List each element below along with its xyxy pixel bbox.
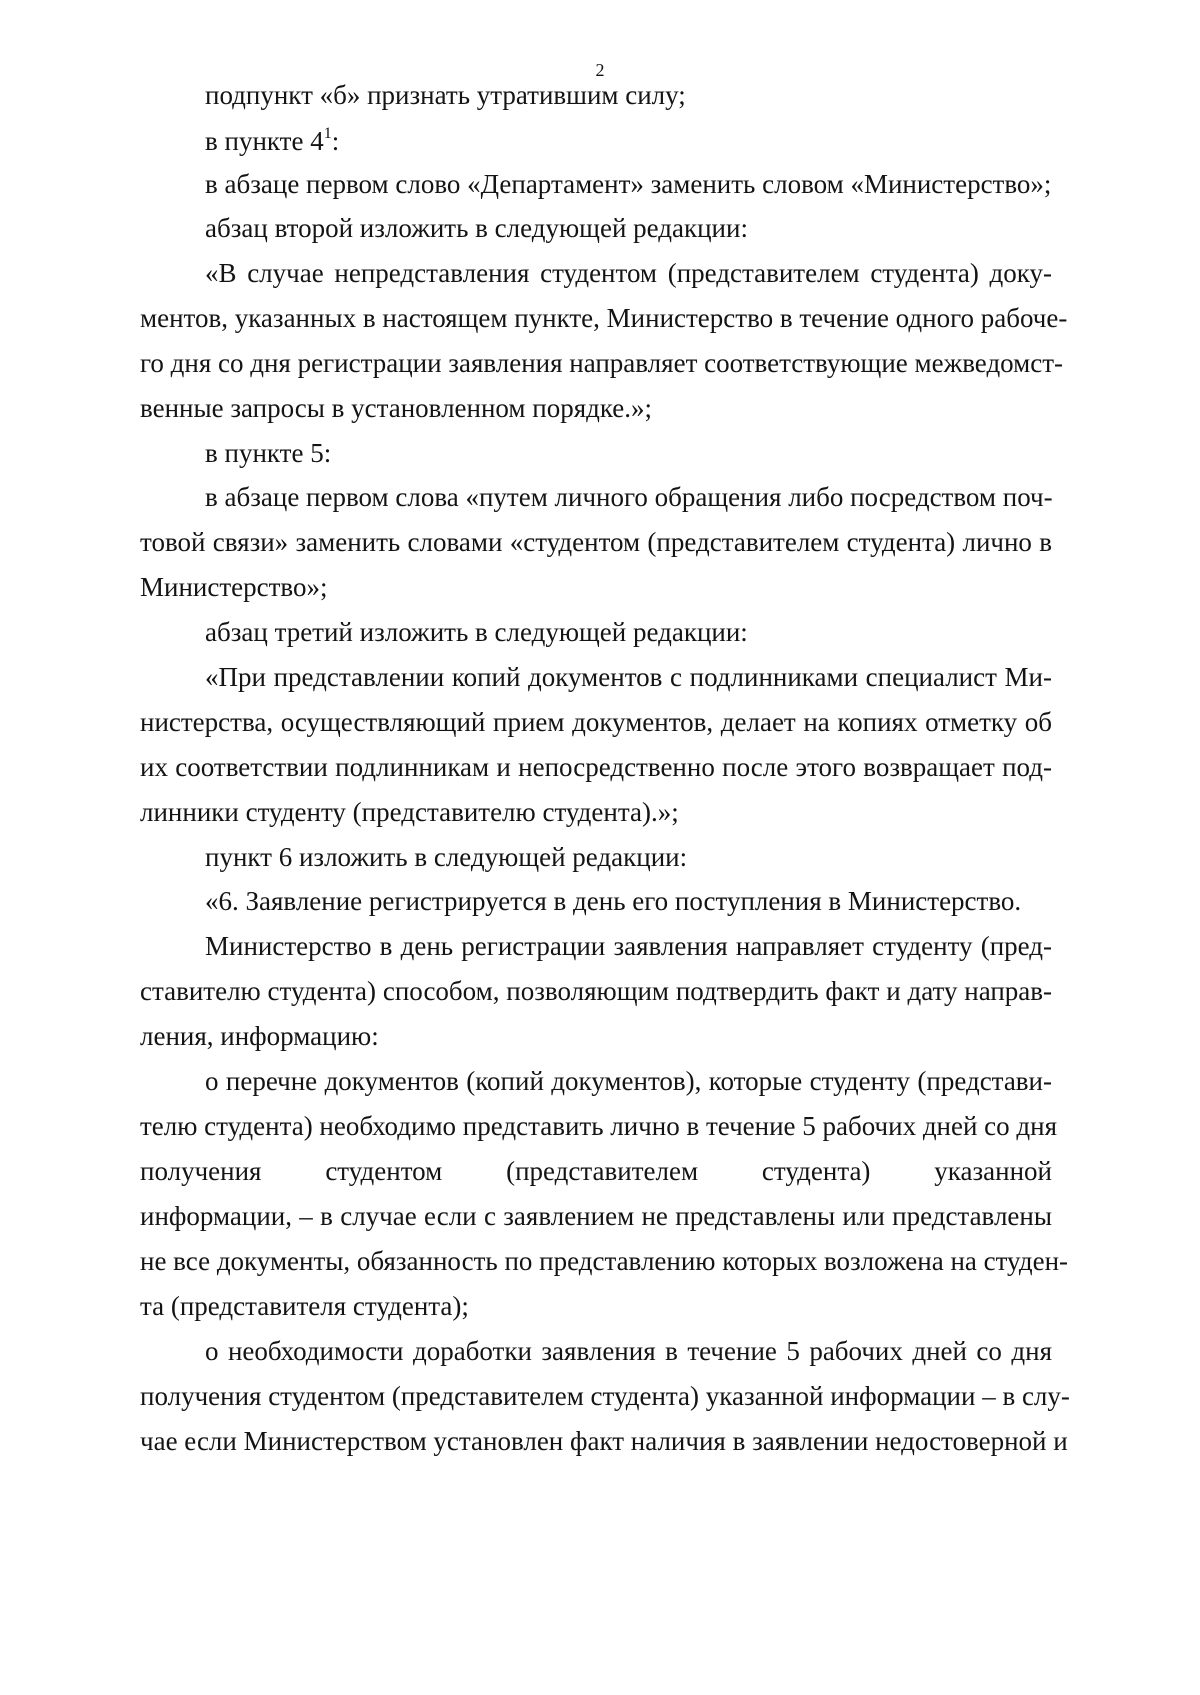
text-line: пункт 6 изложить в следующей редакции: (205, 842, 688, 872)
text-line: ментов, указанных в настоящем пункте, Министерство в течение одного рабоче- (140, 303, 1068, 333)
text-line: чае если Министерством установлен факт наличия в заявлении недостоверной и (140, 1426, 1068, 1456)
text-line: информации, – в случае если с заявлением не представлены или представлены (140, 1201, 1052, 1231)
text-line-suffix: : (331, 126, 340, 156)
text-line: нистерства, осуществляющий прием документов, делает на копиях отметку об (140, 707, 1052, 737)
text-line: та (представителя студента); (140, 1291, 469, 1321)
text-line: линники студенту (представителю студента).»; (140, 797, 679, 827)
text-line: ставителю студента) способом, позволяющим подтвердить факт и дату направ- (140, 976, 1052, 1006)
text-line: товой связи» заменить словами «студентом (представителем студента) лично в (140, 527, 1052, 557)
text-line: о необходимости доработки заявления в течение 5 рабочих дней со дня (205, 1336, 1052, 1366)
text-line: в абзаце первом слово «Департамент» заменить словом «Министерство»; (205, 169, 1052, 199)
text-line: Министерство»; (140, 572, 328, 602)
text-line: «6. Заявление регистрируется в день его поступления в Министерство. (205, 886, 1022, 916)
text-line: «В случае непредставления студентом (представителем студента) доку- (205, 258, 1052, 288)
text-line: телю студента) необходимо представить лично в течение 5 рабочих дней со дня (140, 1111, 1058, 1141)
text-line: подпункт «б» признать утратившим силу; (205, 80, 686, 110)
text-line: их соответствии подлинникам и непосредственно после этого возвращает под- (140, 752, 1052, 782)
superscript: 1 (323, 125, 332, 142)
text-line: ления, информацию: (140, 1021, 379, 1051)
text-line: «При представлении копий документов с подлинниками специалист Ми- (205, 662, 1052, 692)
text-line: не все документы, обязанность по представлению которых возложена на студен- (140, 1246, 1069, 1276)
text-line: го дня со дня регистрации заявления направляет соответствующие межведомст- (140, 348, 1064, 378)
text-line: венные запросы в установленном порядке.»; (140, 393, 653, 423)
text-line: в пункте 5: (205, 438, 332, 468)
text-line: абзац второй изложить в следующей редакции: (205, 213, 748, 243)
text-line: абзац третий изложить в следующей редакции: (205, 617, 748, 647)
text-line: Министерство в день регистрации заявления направляет студенту (пред- (205, 931, 1052, 961)
text-line: о перечне документов (копий документов), которые студенту (представи- (205, 1066, 1052, 1096)
text-line: получения студентом (представителем студента) указанной (140, 1156, 1052, 1186)
text-line: получения студентом (представителем студента) указанной информации – в слу- (140, 1381, 1070, 1411)
text-line (205, 124, 339, 158)
page-number: 2 (595, 60, 605, 80)
text-line-main: в пункте 4 (205, 126, 324, 156)
text-line: в абзаце первом слова «путем личного обращения либо посредством поч- (205, 482, 1053, 512)
